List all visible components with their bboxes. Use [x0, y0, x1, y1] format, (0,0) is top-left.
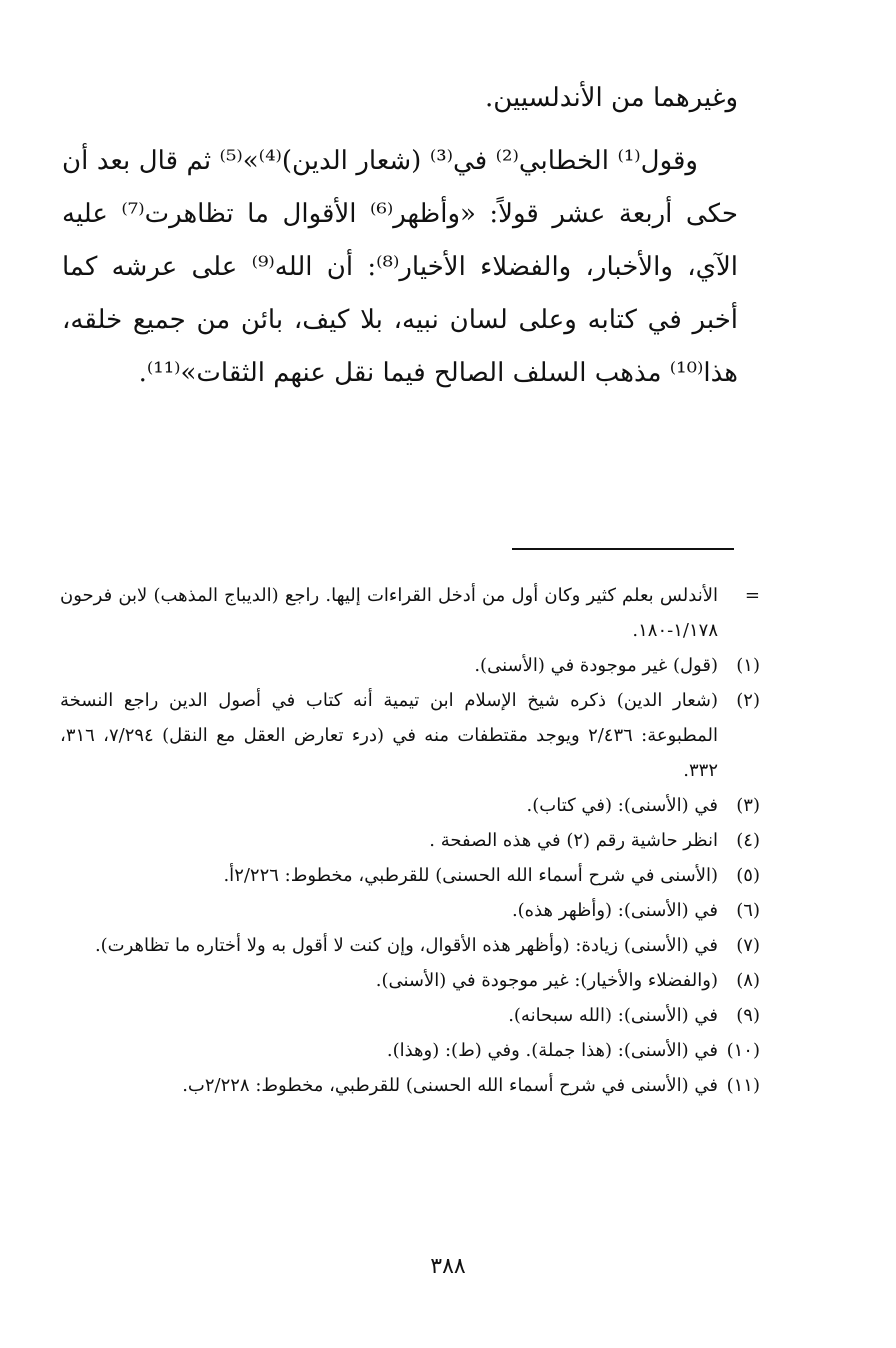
- paragraph-2: وقول⁽¹⁾ الخطابي⁽²⁾ في⁽³⁾ (شعار الدين)⁽⁴⁾»⁽⁵⁾ ثم قال بعد أن حكى أربعة عشر قولاً: «وأظهر⁽⁶⁾ الأقوال ما تظاهرت⁽⁷⁾ عليه الآي، والأخبار، والفضلاء الأخيار⁽⁸⁾: أن الله⁽⁹⁾ على عرشه كما أخبر في كتابه وعلى لسان نبيه، بلا كيف، بائن من جميع خلقه، هذا⁽¹⁰⁾ مذهب السلف الصالح فيما نقل عنهم الثقات»⁽¹¹⁾.: [62, 146, 738, 388]
- footnote-number: (٥): [736, 865, 760, 886]
- footnote-2: [60, 683, 760, 788]
- footnote-number: (٧): [736, 935, 760, 956]
- footnote-text: في (الأسنى): (وأظهر هذه).: [511, 900, 718, 921]
- footnote-number: (١٠): [726, 1040, 760, 1061]
- footnote-text: انظر حاشية رقم (٢) في هذه الصفحة .: [429, 830, 718, 851]
- footnote-number: (٩): [736, 1005, 760, 1026]
- footnote-number: (٨): [736, 970, 760, 991]
- footnote-number: (٤): [736, 830, 760, 851]
- footnote-number: (٢): [736, 690, 760, 711]
- footnote-text: (قول) غير موجودة في (الأسنى).: [474, 655, 718, 676]
- footnote-11: [60, 1068, 760, 1103]
- footnote-1: [60, 648, 760, 683]
- footnote-number: (١١): [726, 1075, 760, 1096]
- footnote-3: [60, 788, 760, 823]
- footnote-text: في (الأسنى): (في كتاب).: [526, 795, 718, 816]
- footnote-text: في (الأسنى): (الله سبحانه).: [508, 1005, 718, 1026]
- footnote-9: [60, 998, 760, 1033]
- footnote-text: الأندلس بعلم كثير وكان أول من أدخل القراءات إليها. راجع (الديباج المذهب) لابن فرحون ١/١٧٨-١٨٠.: [60, 585, 718, 641]
- footnote-number: (١): [736, 655, 760, 676]
- footnote-text: في (الأسنى) زيادة: (وأظهر هذه الأقوال، وإن كنت لا أقول به ولا أختاره ما تظاهرت).: [94, 935, 718, 956]
- paragraph-1: وغيرهما من الأندلسيين.: [484, 83, 738, 113]
- footnote-8: [60, 963, 760, 998]
- page-number: ٣٨٨: [430, 1254, 466, 1279]
- footnotes: [60, 578, 760, 1103]
- footnote-number: (٦): [736, 900, 760, 921]
- footnote-text: (شعار الدين) ذكره شيخ الإسلام ابن تيمية أنه كتاب في أصول الدين راجع النسخة المطبوعة: ٢/٤٣٦ ويوجد مقتطفات منه في (درء تعارض العقل مع النقل) ٧/٢٩٤، ٣١٦، ٣٣٢.: [60, 690, 719, 781]
- footnote-number: =: [744, 585, 760, 606]
- footnote-continuation: [60, 578, 760, 648]
- footnote-separator: [512, 548, 734, 550]
- footnote-7: [60, 928, 760, 963]
- footnote-text: (الأسنى في شرح أسماء الله الحسنى) للقرطبي، مخطوط: ٢/٢٢٦أ.: [223, 865, 718, 886]
- footnote-text: في (الأسنى): (هذا جملة). وفي (ط): (وهذا).: [386, 1040, 718, 1061]
- footnote-text: في (الأسنى في شرح أسماء الله الحسنى) للقرطبي، مخطوط: ٢/٢٢٨ب.: [182, 1075, 718, 1096]
- footnote-5: [60, 858, 760, 893]
- main-text: [62, 72, 738, 400]
- footnote-4: [60, 823, 760, 858]
- footnote-10: [60, 1033, 760, 1068]
- footnote-text: (والفضلاء والأخيار): غير موجودة في (الأسنى).: [375, 970, 718, 991]
- footnote-number: (٣): [736, 795, 760, 816]
- footnote-6: [60, 893, 760, 928]
